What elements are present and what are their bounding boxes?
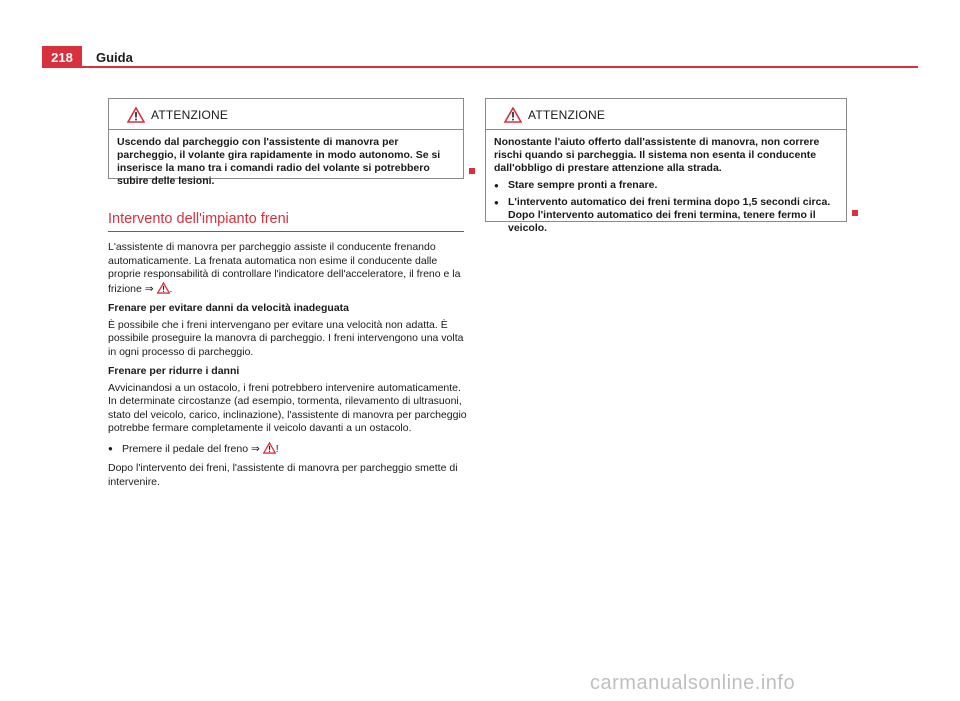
page-header-title: Guida — [96, 50, 133, 65]
intro-ref-arrow: ⇒ — [144, 282, 154, 295]
subheading-speed: Frenare per evitare danni da velocità inadeguata — [108, 302, 350, 314]
warning-body — [486, 130, 846, 243]
page-number: 218 — [42, 46, 82, 68]
warning-body — [109, 130, 463, 196]
warning-header — [486, 99, 846, 130]
warning-box-left — [108, 98, 464, 187]
warning-text: Uscendo dal parcheggio con l'assistente di manovra per parcheggio, il volante gira rapidamente in modo autonomo. Se si inserisce la mano tra i comandi radio del volante si potrebbero subire delle lesioni. — [117, 136, 441, 187]
step-item — [108, 442, 468, 457]
warning-bullet: ● Stare sempre pronti a frenare. — [494, 179, 838, 192]
closing-paragraph: Dopo l'intervento dei freni, l'assistente di manovra per parcheggio smette di intervenire. — [108, 462, 458, 488]
warning-title: ATTENZIONE — [528, 108, 606, 122]
end-marker — [469, 168, 475, 174]
warning-triangle-icon — [504, 107, 522, 123]
end-marker — [852, 210, 858, 216]
warning-triangle-icon — [127, 107, 145, 123]
damage-paragraph: Avvicinandosi a un ostacolo, i freni potrebbero intervenire automaticamente. In determinate circostanze (ad esempio, tormenta, rilevamento di ultrasuoni, stato del veicolo, carico, inclinazione), l'assistente di manovra per parcheggio potrebbe fermare completamente il veicolo davanti a un ostacolo. — [108, 381, 467, 434]
warning-box-right — [485, 98, 847, 234]
intro-paragraph — [108, 241, 468, 296]
speed-paragraph: È possibile che i freni intervengano per evitare una velocità non adatta. È possibile proseguire la manovra di parcheggio. I freni intervengono una volta in ogni processo di parcheggio. — [108, 318, 464, 358]
step-ref-arrow: ⇒ — [251, 442, 260, 455]
section-title: Intervento dell'impianto freni — [108, 211, 289, 227]
step-text: Premere il pedale del freno — [122, 442, 249, 455]
warning-header — [109, 99, 463, 130]
subheading-damage: Frenare per ridurre i danni — [108, 365, 240, 377]
intro-text: L'assistente di manovra per parcheggio assiste il conducente frenando automaticamente. La frenata automatica non esime il conducente dalle proprie responsabilità di controllare l'indicatore dell'acceleratore, il freno e la frizione — [108, 241, 461, 295]
section-rule — [108, 231, 464, 232]
section-content — [108, 241, 468, 495]
warning-bullet: ● L'intervento automatico dei freni termina dopo 1,5 secondi circa. Dopo l'intervento automatico dei freni termina, tenere fermo il veicolo. — [494, 196, 838, 235]
warning-title: ATTENZIONE — [151, 108, 229, 122]
warning-text: Nonostante l'aiuto offerto dall'assistente di manovra, non correre rischi quando si parcheggia. Il sistema non esenta il conducente dall'obbligo di prestare attenzione alla strada. — [494, 136, 820, 174]
step-end: ! — [275, 442, 279, 455]
warning-ref-icon[interactable] — [263, 442, 276, 454]
intro-end: . — [169, 282, 173, 295]
watermark: carmanualsonline.info — [590, 672, 796, 694]
header-rule — [82, 66, 918, 68]
warning-ref-icon[interactable] — [157, 282, 170, 294]
